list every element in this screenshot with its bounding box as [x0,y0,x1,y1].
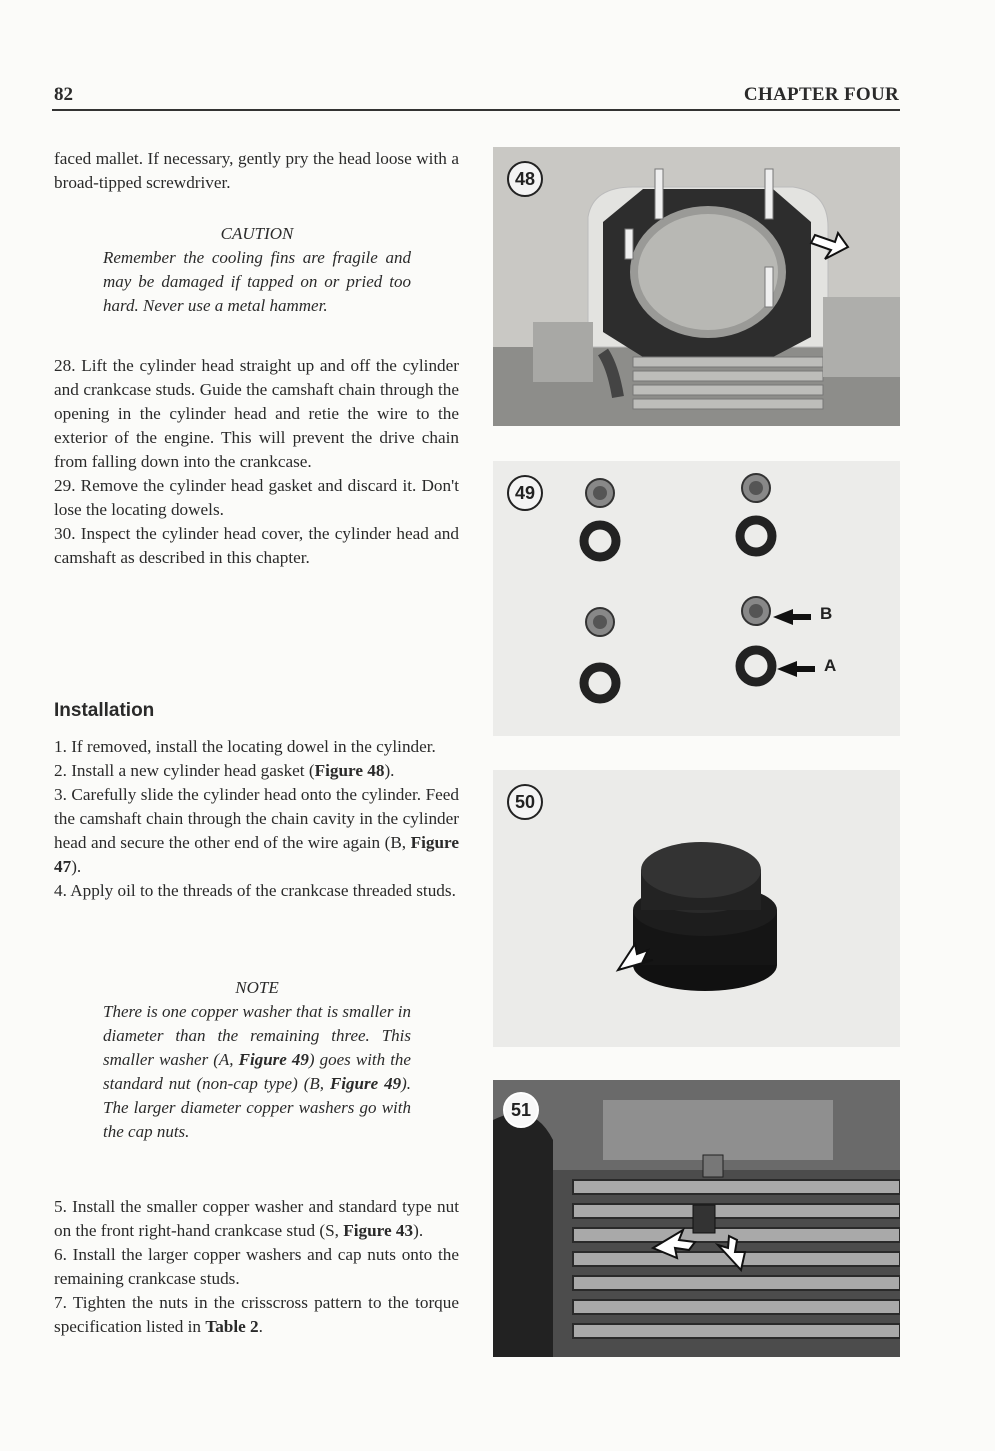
figure-48-label: 48 [507,161,543,197]
installation-steps-continued [54,1195,459,1339]
removal-steps [54,354,459,570]
page-number: 82 [54,84,73,105]
step-30: 30. Inspect the cylinder head cover, the cylinder head and camshaft as described in this chapter. [54,524,459,567]
cylinder-head-fins-illustration [493,1080,900,1357]
chapter-title: CHAPTER FOUR [743,84,899,105]
install-step-7: 7. Tighten the nuts in the crisscross pattern to the torque specification listed in Table 2. [54,1293,459,1336]
table-ref: Table 2 [205,1317,259,1336]
install-step-4: 4. Apply oil to the threads of the crankcase threaded studs. [54,881,456,900]
figure-48-photo [493,147,900,426]
note-text: There is one copper washer that is smaller in diameter than the remaining three. This smaller washer (A, Figure 49) goes with the standard nut (non-cap type) (B, Figure 49). The larger diameter copper washers go with the cap nuts. [103,1002,412,1141]
install-step-6: 6. Install the larger copper washers and cap nuts onto the remaining crankcase studs. [54,1245,459,1288]
caution-text: Remember the cooling fins are fragile and may be damaged if tapped on or pried too hard. Never use a metal hammer. [103,248,411,315]
installation-heading: Installation [54,700,155,721]
note-title: NOTE [235,978,279,997]
figure-ref: Figure 49 [329,1074,402,1093]
callout-a: A [824,656,837,675]
figure-50-photo [493,770,900,1047]
intro-text: faced mallet. If necessary, gently pry the head loose with a broad-tipped screwdriver. [54,149,459,192]
oil-seal-cap-illustration [493,770,900,1047]
caution-box [103,222,411,318]
installation-steps [54,735,459,903]
figure-ref: Figure 47 [54,833,459,876]
install-step-1: 1. If removed, install the locating dowel in the cylinder. [54,737,436,756]
figure-49-photo [493,461,900,736]
figure-ref: Figure 43 [343,1221,414,1240]
install-step-3: 3. Carefully slide the cylinder head onto the cylinder. Feed the camshaft chain through the chain cavity in the cylinder head and secure the other end of the wire again (B, Figure 47). [54,785,459,876]
figure-50-label: 50 [507,784,543,820]
nuts-and-washers-illustration [493,461,900,736]
callout-b: B [820,604,833,623]
figure-ref: Figure 49 [238,1050,309,1069]
step-29: 29. Remove the cylinder head gasket and discard it. Don't lose the locating dowels. [54,476,459,519]
figure-49-label: 49 [507,475,543,511]
header-rule [52,109,900,111]
figure-51-label: 51 [503,1092,539,1128]
caution-title: CAUTION [220,224,294,243]
install-step-2: 2. Install a new cylinder head gasket (Figure 48). [54,761,395,780]
install-step-5: 5. Install the smaller copper washer and standard type nut on the front right-hand crankcase stud (S, Figure 43). [54,1197,459,1240]
step-28: 28. Lift the cylinder head straight up and off the cylinder and crankcase studs. Guide the camshaft chain through the opening in the cylinder head and retie the wire to the exterior of the engine. This will prevent the drive chain from falling down into the crankcase. [54,356,459,471]
cylinder-gasket-illustration [493,147,900,426]
note-box [103,976,411,1144]
figure-51-photo [493,1080,900,1357]
paragraph-intro [54,147,459,195]
figure-ref: Figure 48 [314,761,385,780]
